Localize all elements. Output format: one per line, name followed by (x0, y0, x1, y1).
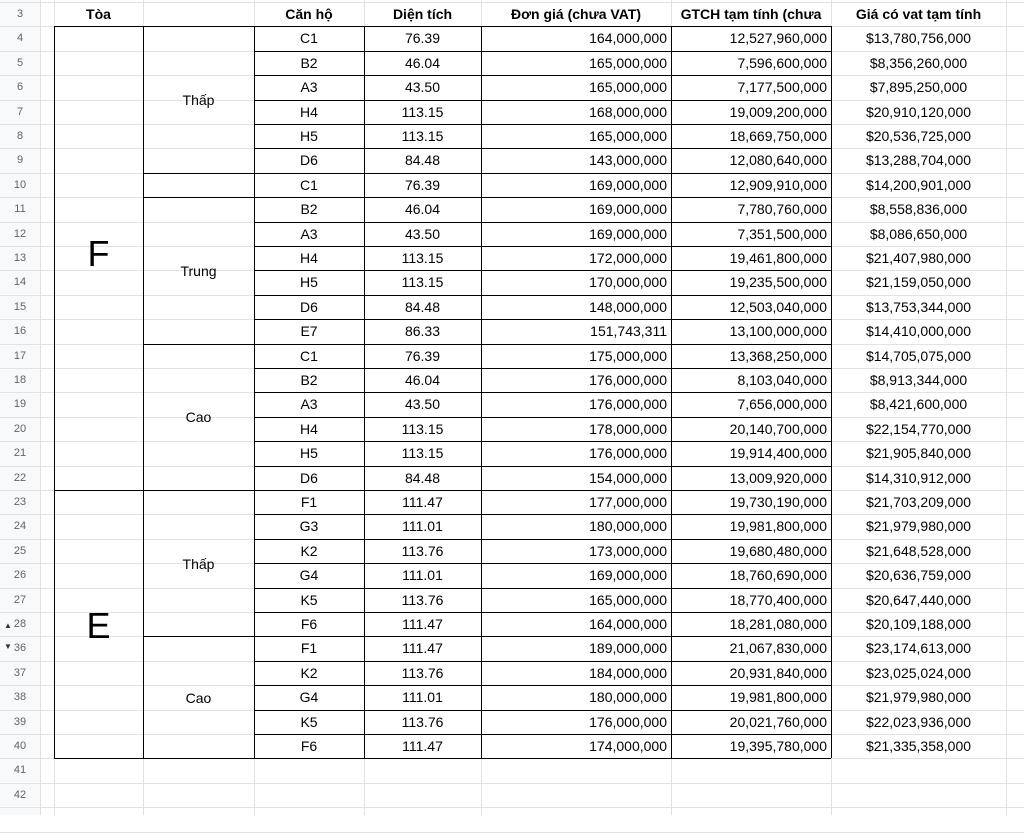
cell-gia-vat[interactable]: $8,421,600,000 (869, 396, 968, 412)
cell-gtch[interactable]: 7,177,500,000 (737, 79, 827, 95)
row-number[interactable]: 5 (16, 57, 24, 69)
cell-gia-vat[interactable]: $14,705,075,000 (865, 348, 972, 364)
cell-don-gia[interactable]: 164,000,000 (589, 30, 667, 46)
border-v (364, 26, 365, 758)
cell-can-ho[interactable]: H4 (300, 250, 318, 266)
cell-don-gia[interactable]: 169,000,000 (589, 177, 667, 193)
row-number[interactable]: 24 (13, 520, 27, 532)
cell-dien-tich[interactable]: 113.76 (401, 543, 444, 559)
cell-dien-tich[interactable]: 113.15 (401, 445, 444, 461)
border-h (54, 26, 831, 27)
row-number[interactable]: 11 (14, 203, 26, 215)
cell-dien-tich[interactable]: 113.76 (401, 714, 444, 730)
header-toa[interactable]: Tòa (86, 6, 111, 22)
border-h (254, 417, 831, 418)
header-dien-tich[interactable]: Diện tích (392, 6, 453, 22)
border-h (254, 539, 831, 540)
cell-gia-vat[interactable]: $20,109,188,000 (865, 616, 972, 632)
cell-can-ho[interactable]: F6 (300, 738, 318, 754)
cell-dien-tich[interactable]: 111.01 (402, 567, 443, 583)
cell-dien-tich[interactable]: 43.50 (404, 79, 441, 95)
border-v (671, 26, 672, 758)
cell-gtch[interactable]: 12,527,960,000 (729, 30, 827, 46)
border-h (254, 246, 831, 247)
border-h (254, 197, 831, 198)
cell-gtch[interactable]: 12,503,040,000 (729, 299, 827, 315)
cell-gia-vat[interactable]: $13,780,756,000 (865, 30, 972, 46)
cell-gia-vat[interactable]: $8,086,650,000 (869, 226, 968, 242)
cell-dien-tich[interactable]: 43.50 (404, 226, 441, 242)
cell-gia-vat[interactable]: $8,356,260,000 (869, 55, 968, 71)
cell-can-ho[interactable]: G4 (299, 689, 319, 705)
cell-gtch[interactable]: 19,235,500,000 (729, 274, 827, 290)
floor-f-trung-cell[interactable]: Trung (180, 263, 217, 279)
cell-can-ho[interactable]: H5 (300, 274, 318, 290)
row-number[interactable]: 9 (16, 154, 24, 166)
cell-gtch[interactable]: 20,021,760,000 (729, 714, 827, 730)
cell-gia-vat[interactable]: $8,913,344,000 (869, 372, 968, 388)
cell-gia-vat[interactable]: $20,536,725,000 (865, 128, 972, 144)
cell-gtch[interactable]: 13,009,920,000 (729, 470, 827, 486)
cell-don-gia[interactable]: 184,000,000 (589, 665, 667, 681)
row-number[interactable]: 14 (13, 276, 27, 288)
row-number[interactable]: 20 (13, 423, 27, 435)
floor-f-thap-cell[interactable]: Thấp (182, 92, 215, 108)
cell-can-ho[interactable]: E7 (300, 323, 318, 339)
cell-can-ho[interactable]: K2 (300, 665, 318, 681)
cell-don-gia[interactable]: 176,000,000 (589, 396, 667, 412)
cell-can-ho[interactable]: D6 (300, 470, 318, 486)
cell-don-gia[interactable]: 168,000,000 (589, 104, 667, 120)
cell-can-ho[interactable]: F1 (300, 494, 318, 510)
cell-don-gia[interactable]: 151,743,311 (590, 323, 667, 339)
cell-can-ho[interactable]: K5 (300, 592, 318, 608)
row-number[interactable]: 10 (13, 179, 27, 191)
cell-gia-vat[interactable]: $14,310,912,000 (865, 470, 972, 486)
cell-gtch[interactable]: 19,680,480,000 (729, 543, 827, 559)
cell-gia-vat[interactable]: $21,407,980,000 (865, 250, 972, 266)
cell-don-gia[interactable]: 154,000,000 (589, 470, 667, 486)
row-number[interactable]: 4 (16, 32, 24, 44)
cell-can-ho[interactable]: D6 (300, 152, 318, 168)
row-number-header[interactable]: 3 (16, 8, 24, 20)
row-number[interactable]: 41 (13, 764, 27, 776)
cell-don-gia[interactable]: 174,000,000 (589, 738, 667, 754)
cell-don-gia[interactable]: 143,000,000 (589, 152, 667, 168)
cell-gtch[interactable]: 20,140,700,000 (729, 421, 827, 437)
row-number[interactable]: 42 (13, 789, 27, 801)
row-number[interactable]: 12 (13, 228, 27, 240)
cell-dien-tich[interactable]: 76.39 (404, 348, 441, 364)
cell-don-gia[interactable]: 169,000,000 (589, 226, 667, 242)
row-number[interactable]: 37 (13, 667, 27, 679)
cell-gtch[interactable]: 19,981,800,000 (729, 689, 827, 705)
row-number[interactable]: 6 (16, 81, 24, 93)
border-h (254, 344, 831, 345)
cell-dien-tich[interactable]: 113.15 (401, 250, 444, 266)
border-h (254, 490, 831, 491)
border-h (254, 124, 831, 125)
cell-gtch[interactable]: 19,730,190,000 (729, 494, 827, 510)
cell-don-gia[interactable]: 172,000,000 (589, 250, 667, 266)
cell-can-ho[interactable]: B2 (300, 55, 318, 71)
cell-gia-vat[interactable]: $21,979,980,000 (865, 518, 972, 534)
cell-dien-tich[interactable]: 111.47 (402, 640, 443, 656)
group-expand-icon[interactable]: ▲ (4, 621, 12, 630)
cell-dien-tich[interactable]: 46.04 (404, 55, 441, 71)
cell-gtch[interactable]: 20,931,840,000 (729, 665, 827, 681)
cell-dien-tich[interactable]: 111.01 (402, 689, 443, 705)
row-number[interactable]: 26 (13, 569, 27, 581)
cell-gia-vat[interactable]: $21,979,980,000 (865, 689, 972, 705)
cell-gtch[interactable]: 18,760,690,000 (729, 567, 827, 583)
border-h (54, 758, 831, 759)
row-number[interactable]: 7 (16, 106, 24, 118)
cell-can-ho[interactable]: H5 (300, 445, 318, 461)
border-h (254, 588, 831, 589)
cell-gia-vat[interactable]: $23,025,024,000 (865, 665, 972, 681)
gridline-v (1006, 0, 1007, 815)
cell-gia-vat[interactable]: $20,636,759,000 (865, 567, 972, 583)
cell-dien-tich[interactable]: 46.04 (404, 201, 441, 217)
tower-e-cell[interactable]: E (86, 605, 111, 646)
header-gtch[interactable]: GTCH tạm tính (chưa (680, 6, 822, 22)
cell-gtch[interactable]: 12,909,910,000 (729, 177, 827, 193)
border-h (254, 100, 831, 101)
border-h (254, 295, 831, 296)
cell-can-ho[interactable]: B2 (300, 201, 318, 217)
cell-gtch[interactable]: 19,395,780,000 (729, 738, 827, 754)
border-v (481, 26, 482, 758)
cell-gtch[interactable]: 7,656,000,000 (737, 396, 827, 412)
border-v (54, 26, 55, 758)
row-number[interactable]: 39 (13, 716, 27, 728)
cell-gtch[interactable]: 19,461,800,000 (729, 250, 827, 266)
cell-can-ho[interactable]: A3 (300, 396, 318, 412)
cell-gtch[interactable]: 19,981,800,000 (729, 518, 827, 534)
cell-gia-vat[interactable]: $22,154,770,000 (865, 421, 972, 437)
row-number[interactable]: 23 (13, 496, 27, 508)
cell-dien-tich[interactable]: 113.15 (401, 274, 444, 290)
gridline-h (0, 807, 1024, 808)
row-number[interactable]: 19 (13, 398, 27, 410)
cell-can-ho[interactable]: K5 (300, 714, 318, 730)
cell-dien-tich[interactable]: 113.15 (401, 128, 444, 144)
cell-can-ho[interactable]: G3 (299, 518, 319, 534)
cell-gtch[interactable]: 13,368,250,000 (729, 348, 827, 364)
row-number[interactable]: 22 (13, 472, 27, 484)
cell-can-ho[interactable]: H4 (300, 104, 318, 120)
row-number[interactable]: 18 (13, 374, 27, 386)
gridline-h (0, 783, 1024, 784)
cell-can-ho[interactable]: F6 (300, 616, 318, 632)
cell-don-gia[interactable]: 165,000,000 (589, 55, 667, 71)
row-number[interactable]: 38 (13, 691, 27, 703)
cell-dien-tich[interactable]: 113.15 (401, 104, 444, 120)
cell-gia-vat[interactable]: $7,895,250,000 (869, 79, 968, 95)
cell-can-ho[interactable]: B2 (300, 372, 318, 388)
cell-gtch[interactable]: 21,067,830,000 (729, 640, 827, 656)
cell-gtch[interactable]: 19,009,200,000 (729, 104, 827, 120)
cell-can-ho[interactable]: A3 (300, 79, 318, 95)
border-h (254, 173, 831, 174)
header-don-gia[interactable]: Đơn giá (chưa VAT) (510, 6, 642, 22)
cell-don-gia[interactable]: 173,000,000 (589, 543, 667, 559)
cell-dien-tich[interactable]: 111.01 (402, 518, 443, 534)
cell-gtch[interactable]: 18,281,080,000 (729, 616, 827, 632)
cell-gia-vat[interactable]: $21,335,358,000 (865, 738, 972, 754)
cell-dien-tich[interactable]: 113.76 (401, 592, 444, 608)
cell-can-ho[interactable]: F1 (300, 640, 318, 656)
cell-gia-vat[interactable]: $21,648,528,000 (865, 543, 972, 559)
border-v (143, 26, 144, 758)
cell-gia-vat[interactable]: $20,910,120,000 (865, 104, 972, 120)
header-can-ho[interactable]: Căn hộ (285, 6, 333, 22)
row-number[interactable]: 40 (13, 740, 27, 752)
cell-don-gia[interactable]: 180,000,000 (589, 518, 667, 534)
border-h (254, 661, 831, 662)
cell-dien-tich[interactable]: 84.48 (404, 299, 441, 315)
row-number[interactable]: 15 (13, 301, 27, 313)
cell-gia-vat[interactable]: $21,905,840,000 (865, 445, 972, 461)
cell-gia-vat[interactable]: $13,288,704,000 (865, 152, 972, 168)
border-h (254, 51, 831, 52)
border-h (254, 441, 831, 442)
row-number[interactable]: 21 (13, 447, 27, 459)
cell-gtch[interactable]: 12,080,640,000 (729, 152, 827, 168)
cell-dien-tich[interactable]: 86.33 (404, 323, 441, 339)
cell-don-gia[interactable]: 177,000,000 (589, 494, 667, 510)
border-h (254, 319, 831, 320)
cell-gtch[interactable]: 8,103,040,000 (737, 372, 827, 388)
cell-dien-tich[interactable]: 76.39 (404, 177, 441, 193)
cell-gia-vat[interactable]: $23,174,613,000 (865, 640, 972, 656)
cell-don-gia[interactable]: 169,000,000 (589, 201, 667, 217)
row-number[interactable]: 8 (16, 130, 24, 142)
row-number[interactable]: 27 (13, 594, 27, 606)
cell-don-gia[interactable]: 165,000,000 (589, 128, 667, 144)
cell-don-gia[interactable]: 165,000,000 (589, 79, 667, 95)
floor-f-cao-cell[interactable]: Cao (185, 409, 212, 425)
cell-can-ho[interactable]: A3 (300, 226, 318, 242)
gridline-v (40, 0, 41, 815)
cell-gtch[interactable]: 7,780,760,000 (737, 201, 827, 217)
cell-gtch[interactable]: 19,914,400,000 (729, 445, 827, 461)
cell-can-ho[interactable]: C1 (300, 177, 318, 193)
header-gia-vat[interactable]: Giá có vat tạm tính (855, 6, 982, 22)
border-h (254, 636, 831, 637)
cell-dien-tich[interactable]: 84.48 (404, 470, 441, 486)
cell-don-gia[interactable]: 176,000,000 (589, 714, 667, 730)
border-h (254, 148, 831, 149)
cell-gia-vat[interactable]: $8,558,836,000 (869, 201, 968, 217)
border-h (254, 514, 831, 515)
border-h (254, 368, 831, 369)
cell-don-gia[interactable]: 148,000,000 (589, 299, 667, 315)
cell-dien-tich[interactable]: 113.15 (401, 421, 444, 437)
cell-gtch[interactable]: 7,596,600,000 (737, 55, 827, 71)
cell-can-ho[interactable]: C1 (300, 348, 318, 364)
cell-don-gia[interactable]: 176,000,000 (589, 372, 667, 388)
row-number[interactable]: 13 (13, 252, 27, 264)
cell-dien-tich[interactable]: 111.47 (402, 494, 443, 510)
cell-gia-vat[interactable]: $21,159,050,000 (865, 274, 972, 290)
cell-dien-tich[interactable]: 46.04 (404, 372, 441, 388)
cell-don-gia[interactable]: 180,000,000 (589, 689, 667, 705)
cell-dien-tich[interactable]: 43.50 (404, 396, 441, 412)
cell-don-gia[interactable]: 170,000,000 (589, 274, 667, 290)
cell-can-ho[interactable]: C1 (300, 30, 318, 46)
border-h (254, 222, 831, 223)
border-h (254, 270, 831, 271)
border-h (254, 563, 831, 564)
cell-don-gia[interactable]: 189,000,000 (589, 640, 667, 656)
cell-don-gia[interactable]: 178,000,000 (589, 421, 667, 437)
row-number[interactable]: 25 (13, 545, 27, 557)
row-number[interactable]: 36 (13, 642, 27, 654)
cell-can-ho[interactable]: G4 (299, 567, 319, 583)
cell-gia-vat[interactable]: $13,753,344,000 (865, 299, 972, 315)
cell-can-ho[interactable]: H5 (300, 128, 318, 144)
border-h (254, 392, 831, 393)
border-v (831, 26, 832, 758)
cell-gia-vat[interactable]: $20,647,440,000 (865, 592, 972, 608)
cell-gia-vat[interactable]: $22,023,936,000 (865, 714, 972, 730)
cell-gia-vat[interactable]: $14,410,000,000 (865, 323, 972, 339)
cell-dien-tich[interactable]: 111.47 (402, 616, 443, 632)
cell-gtch[interactable]: 18,770,400,000 (729, 592, 827, 608)
floor-e-cao-cell[interactable]: Cao (185, 690, 212, 706)
border-h (254, 734, 831, 735)
group-collapse-icon[interactable]: ▼ (4, 642, 12, 651)
cell-gtch[interactable]: 7,351,500,000 (737, 226, 827, 242)
cell-dien-tich[interactable]: 76.39 (404, 30, 441, 46)
border-h (254, 612, 831, 613)
cell-don-gia[interactable]: 176,000,000 (589, 445, 667, 461)
cell-gia-vat[interactable]: $21,703,209,000 (865, 494, 972, 510)
row-number[interactable]: 16 (13, 325, 27, 337)
row-number[interactable]: 17 (13, 350, 27, 362)
border-h (254, 685, 831, 686)
cell-can-ho[interactable]: H4 (300, 421, 318, 437)
cell-don-gia[interactable]: 169,000,000 (589, 567, 667, 583)
cell-gtch[interactable]: 13,100,000,000 (729, 323, 827, 339)
cell-can-ho[interactable]: K2 (300, 543, 318, 559)
border-h (254, 466, 831, 467)
cell-dien-tich[interactable]: 84.48 (404, 152, 441, 168)
cell-gtch[interactable]: 18,669,750,000 (729, 128, 827, 144)
cell-can-ho[interactable]: D6 (300, 299, 318, 315)
floor-e-thap-cell[interactable]: Thấp (182, 556, 215, 572)
cell-don-gia[interactable]: 175,000,000 (589, 348, 667, 364)
cell-dien-tich[interactable]: 113.76 (401, 665, 444, 681)
cell-don-gia[interactable]: 164,000,000 (589, 616, 667, 632)
row-number[interactable]: 28 (13, 618, 27, 630)
border-h (254, 75, 831, 76)
border-h (254, 710, 831, 711)
cell-don-gia[interactable]: 165,000,000 (589, 592, 667, 608)
cell-gia-vat[interactable]: $14,200,901,000 (865, 177, 972, 193)
cell-dien-tich[interactable]: 111.47 (402, 738, 443, 754)
tower-f-cell[interactable]: F (87, 233, 110, 274)
